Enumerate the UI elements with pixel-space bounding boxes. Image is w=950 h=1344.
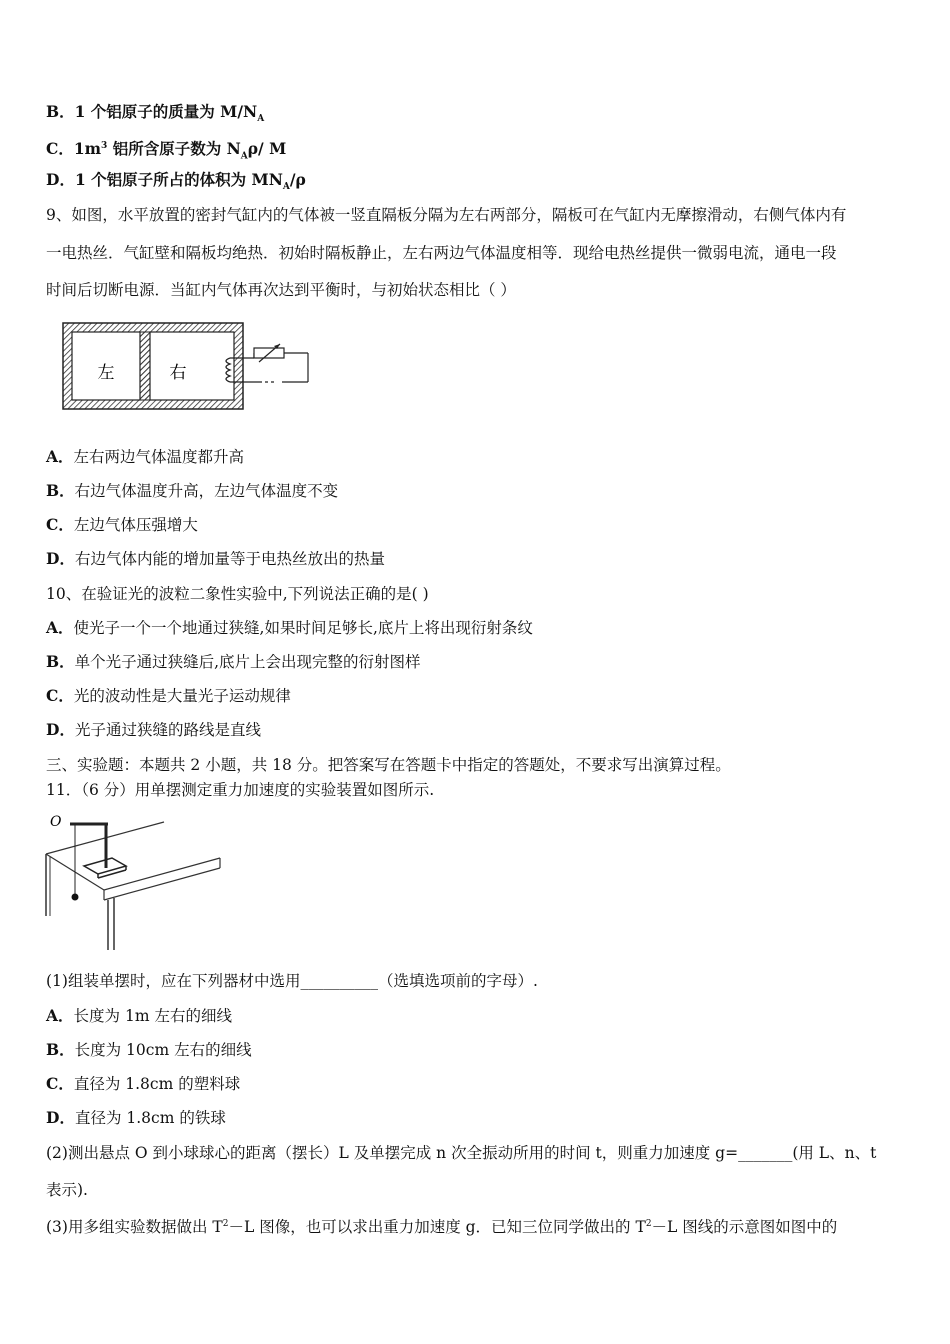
pivot-label-o: O [50,814,62,830]
q9-option-c: C．左边气体压强增大 [46,515,198,534]
q9-stem-line1: 9、如图，水平放置的密封气缸内的气体被一竖直隔板分隔为左右两部分，隔板可在气缸内无摩擦滑动，右侧气体内有 [46,206,847,224]
q9-stem-line2: 一电热丝．气缸壁和隔板均绝热．初始时隔板静止，左右两边气体温度相等．现给电热丝提供一微弱电流，通电一段 [46,244,837,262]
q11-option-a: A．长度为 1m 左右的细线 [46,1006,232,1025]
partition [140,332,150,400]
q10-option-b: B．单个光子通过狭缝后,底片上会出现完整的衍射图样 [46,652,421,671]
left-label: 左 [97,363,115,383]
q8-option-b: B．1 个铝原子的质量为 $M/N_A$ [46,102,265,125]
q11-part1: (1)组装单摆时，应在下列器材中选用__________（选填选项前的字母）. [46,972,538,990]
q9-option-a: A．左右两边气体温度都升高 [46,447,245,466]
q11-part3: (3)用多组实验数据做出 $T^2-L$ 图像，也可以求出重力加速度 g．已知三位同学做出的 $T^2-L$ 图线的示意图如图中的 [46,1218,838,1237]
q11-stem: 11．（6 分）用单摆测定重力加速度的实验装置如图所示. [46,781,435,799]
pendulum-bob [72,894,79,901]
q10-option-d: D．光子通过狭缝的路线是直线 [46,720,261,739]
q11-option-b: B．长度为 10cm 左右的细线 [46,1040,252,1059]
q8-option-c: C．$1m^3$ 铝所含原子数为 $N_A\rho/$ M [46,139,287,162]
q9-option-b: B．右边气体温度升高，左边气体温度不变 [46,481,339,500]
right-chamber [150,332,234,400]
section3-heading: 三、实验题：本题共 2 小题，共 18 分。把答案写在答题卡中指定的答题处，不要求写出演算过程。 [46,756,731,774]
q11-option-d: D．直径为 1.8cm 的铁球 [46,1108,226,1127]
q10-option-a: A．使光子一个一个地通过狭缝,如果时间足够长,底片上将出现衍射条纹 [46,618,533,637]
q10-option-c: C．光的波动性是大量光子运动规律 [46,686,291,705]
q11-part2-line2: 表示). [46,1181,88,1199]
q11-part2-line1: (2)测出悬点 O 到小球球心的距离（摆长）L 及单摆完成 n 次全振动所用的时间 t，则重力加速度 g=_______(用 L、n、t [46,1144,877,1162]
q9-stem-line3: 时间后切断电源．当缸内气体再次达到平衡时，与初始状态相比（ ） [46,281,516,299]
q11-pendulum-figure [44,808,224,954]
q11-option-c: C．直径为 1.8cm 的塑料球 [46,1074,241,1093]
right-label: 右 [169,363,187,383]
q10-stem: 10、在验证光的波粒二象性实验中,下列说法正确的是( ) [46,585,429,603]
q9-option-d: D．右边气体内能的增加量等于电热丝放出的热量 [46,549,385,568]
q8-option-d: D．1 个铝原子所占的体积为 $MN_A/\rho$ [46,170,306,193]
q9-cylinder-figure [60,320,316,414]
